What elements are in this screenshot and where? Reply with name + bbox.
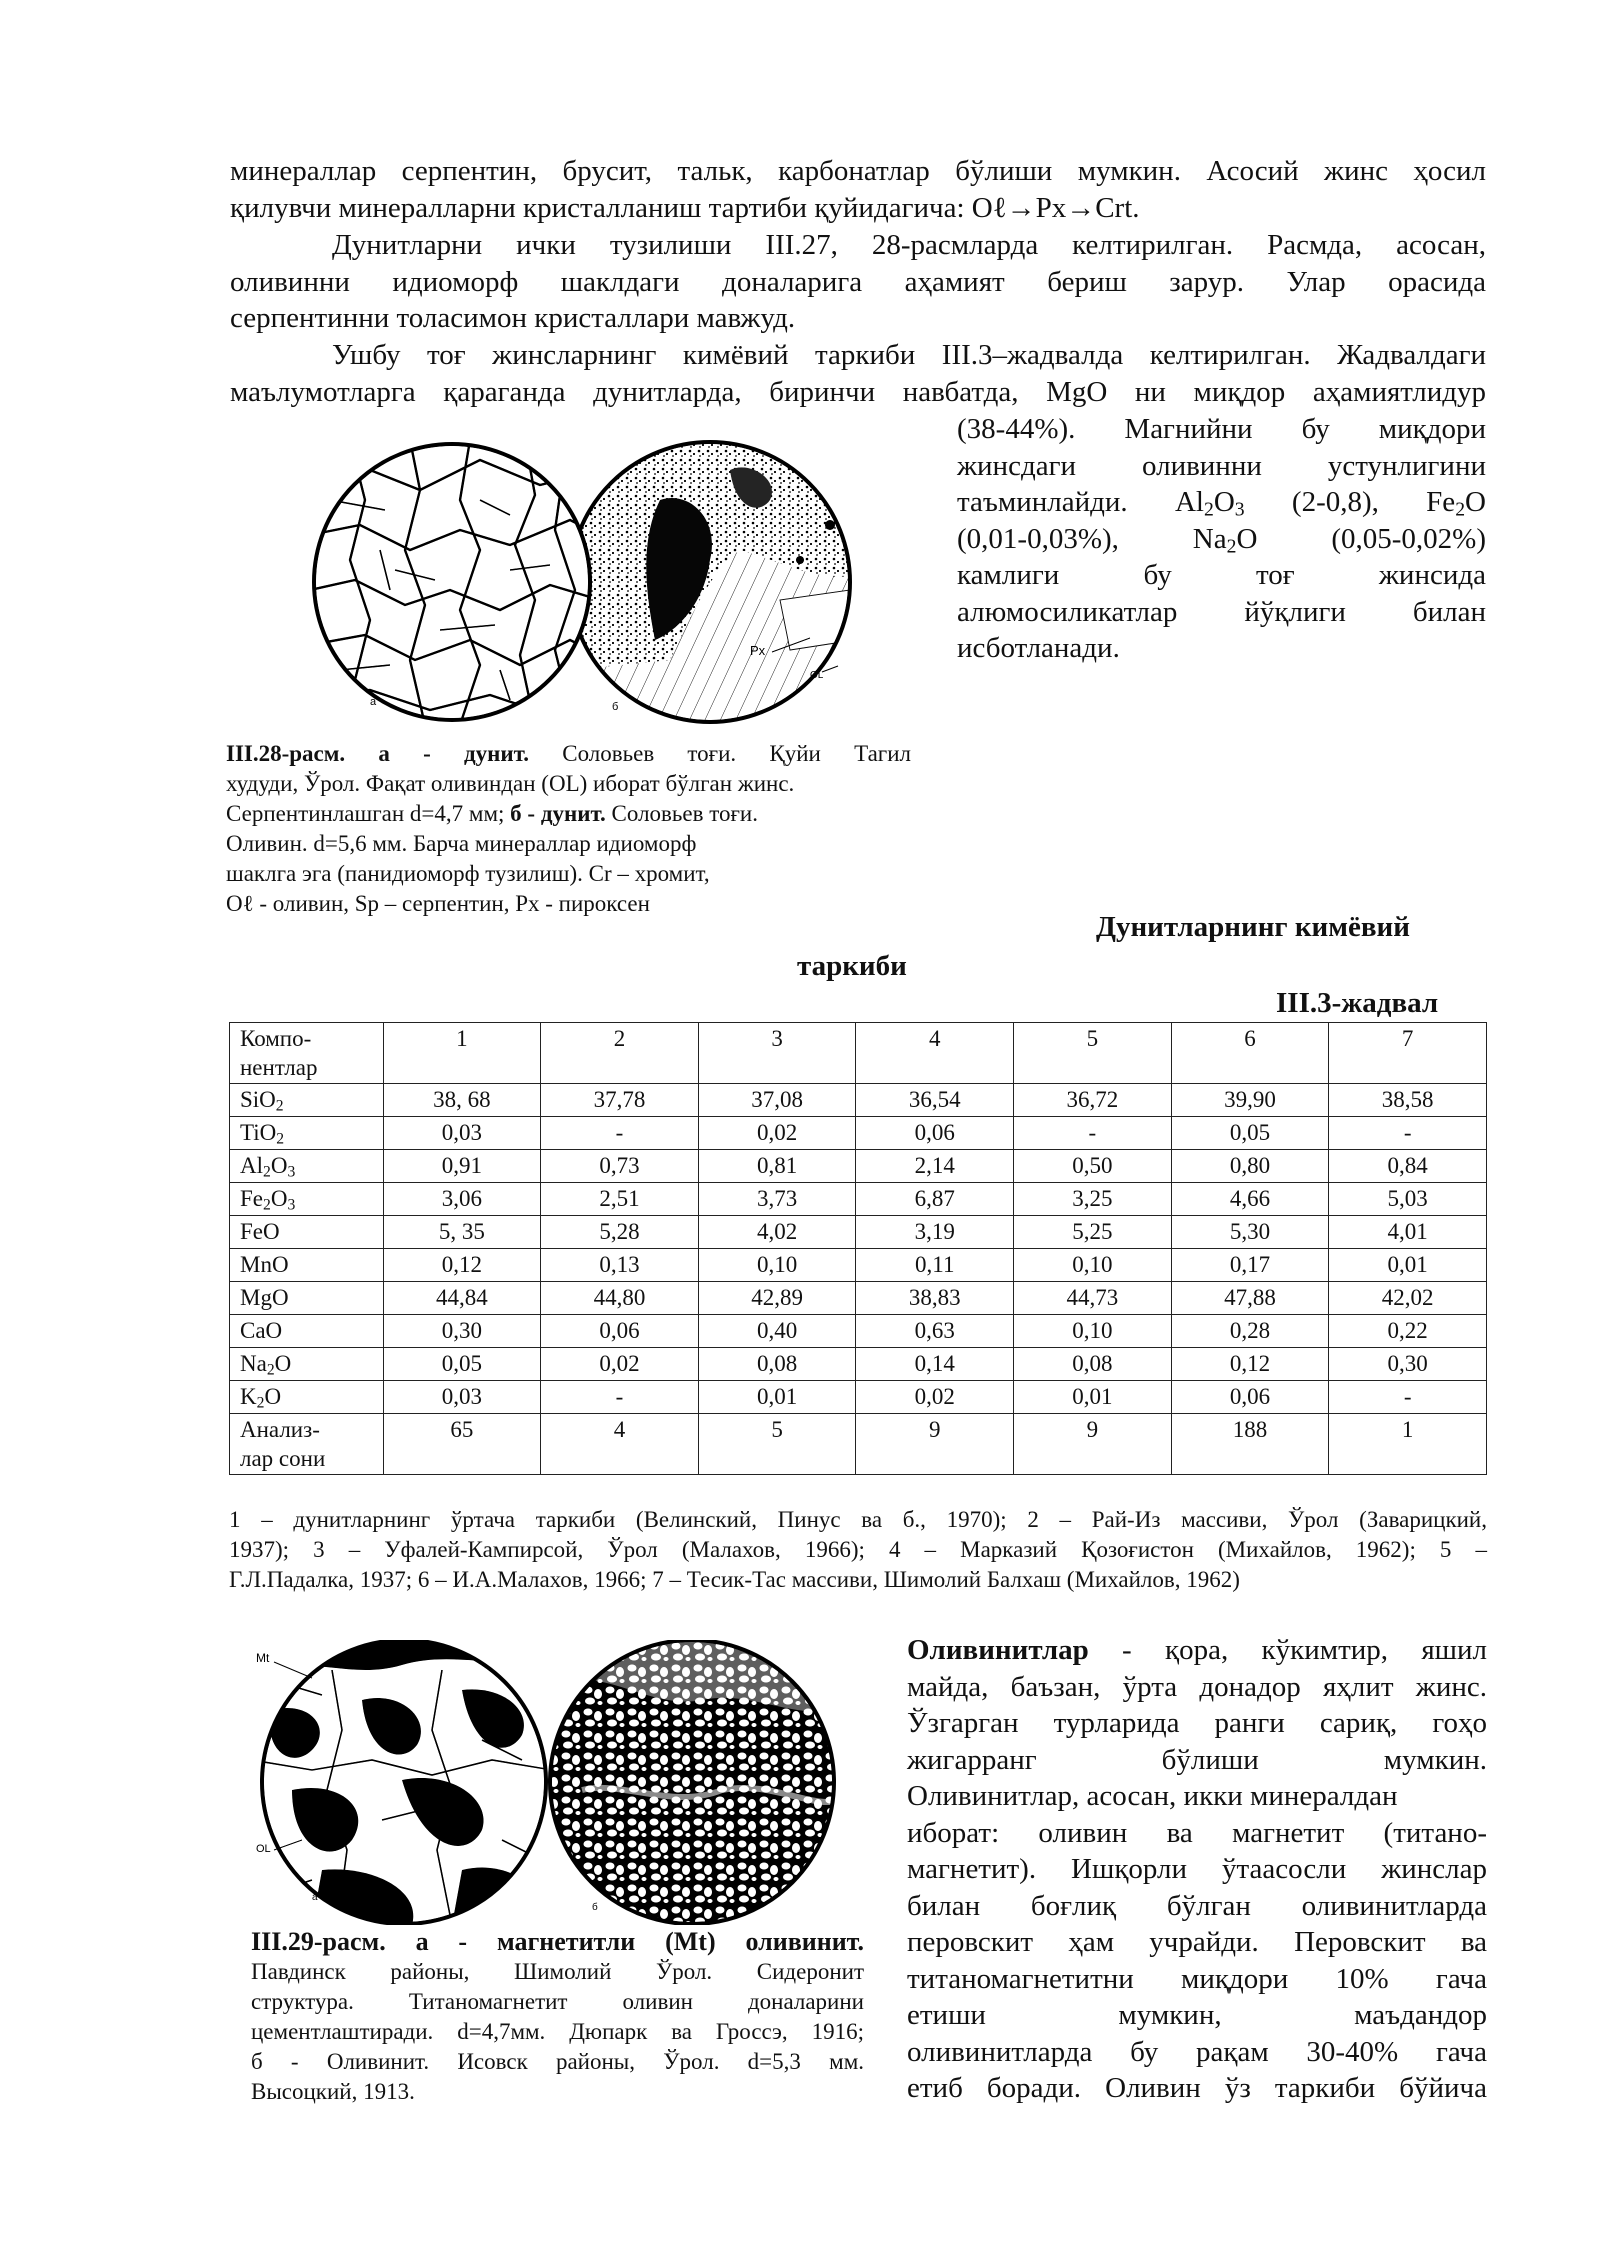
- table-cell: 44,80: [541, 1282, 699, 1315]
- table-cell: 38, 68: [383, 1084, 541, 1117]
- table-notes-line-3: Г.Л.Падалка, 1937; 6 – И.А.Малахов, 1966; 7 – Тесик-Тас массиви, Шимолий Балхаш (Михайлов, 1962): [229, 1567, 1240, 1592]
- paragraph-3: [230, 337, 1486, 410]
- table-cell: 37,08: [698, 1084, 856, 1117]
- table-cell: 38,83: [856, 1282, 1014, 1315]
- table-cell: 6,87: [856, 1183, 1014, 1216]
- table-cell: 0,05: [383, 1348, 541, 1381]
- side-line-5: камлиги бу тоғ жинсида: [957, 559, 1486, 591]
- table-cell: 3,19: [856, 1216, 1014, 1249]
- paragraph-2-line-2: оливинни идиоморф шаклдаги доналарига аҳамият бериш зарур. Улар орасида: [230, 265, 1486, 298]
- table-cell: 44,73: [1014, 1282, 1172, 1315]
- table-cell: 42,02: [1329, 1282, 1487, 1315]
- chemical-composition-table: [229, 1022, 1487, 1475]
- table-component-cell: Анализ- лар сони: [230, 1414, 384, 1475]
- table-cell: 36,72: [1014, 1084, 1172, 1117]
- table-cell: 0,28: [1171, 1315, 1329, 1348]
- paragraph-1-line-1: минераллар серпентин, брусит, тальк, карбонатлар бўлиши мумкин. Асосий жинс ҳосил: [230, 155, 1486, 187]
- olivinite-paragraph: [907, 1632, 1487, 2107]
- table-cell: 42,89: [698, 1282, 856, 1315]
- table-cell: 5,25: [1014, 1216, 1172, 1249]
- table-row: [230, 1117, 1487, 1150]
- table-cell: 65: [383, 1414, 541, 1475]
- figure-28-label-ol: OL: [810, 670, 824, 681]
- table-cell: 0,22: [1329, 1315, 1487, 1348]
- paragraph-2: [230, 227, 1486, 337]
- table-cell: 0,17: [1171, 1249, 1329, 1282]
- table-cell: 1: [1329, 1414, 1487, 1475]
- table-cell: 3,25: [1014, 1183, 1172, 1216]
- figure-29-caption-line-6: Высоцкий, 1913.: [251, 2079, 415, 2104]
- table-cell: 0,13: [541, 1249, 699, 1282]
- table-notes: [229, 1505, 1487, 1595]
- table-cell: 9: [856, 1414, 1014, 1475]
- table-row: [230, 1315, 1487, 1348]
- table-cell: 0,84: [1329, 1150, 1487, 1183]
- table-cell: 0,30: [1329, 1348, 1487, 1381]
- table-component-cell: $Fe_2O_3$: [230, 1183, 384, 1216]
- table-cell: 0,08: [698, 1348, 856, 1381]
- table-header-components: Компо- нентлар: [230, 1023, 384, 1084]
- figure-28-caption-line-3: Серпентинлашган d=4,7 мм; б - дунит. Соловьев тоғи.: [226, 801, 758, 826]
- table-cell: 2,51: [541, 1183, 699, 1216]
- table-row: [230, 1084, 1487, 1117]
- olivinite-line-1: Оливинитлар - қора, кўкимтир, яшил: [907, 1634, 1487, 1666]
- table-header-col-7: 7: [1329, 1023, 1487, 1084]
- table-notes-line-1: 1 – дунитларнинг ўртача таркиби (Велинский, Пинус ва б., 1970); 2 – Рай-Из массиви, Ўрол (Заварицкий,: [229, 1507, 1487, 1532]
- table-cell: -: [1014, 1117, 1172, 1150]
- table-cell: 0,10: [1014, 1315, 1172, 1348]
- table-title-line-2: таркиби: [797, 950, 907, 982]
- table-cell: 0,03: [383, 1381, 541, 1414]
- table-cell: 4,02: [698, 1216, 856, 1249]
- table-component-cell: CaO: [230, 1315, 384, 1348]
- table-cell: -: [541, 1381, 699, 1414]
- figure-29-caption: [251, 1927, 864, 2107]
- table-cell: 0,08: [1014, 1348, 1172, 1381]
- table-cell: 4,66: [1171, 1183, 1329, 1216]
- table-cell: 0,81: [698, 1150, 856, 1183]
- side-line-2: жинсдаги оливинни устунлигини: [957, 449, 1486, 482]
- table-cell: 5,03: [1329, 1183, 1487, 1216]
- table-cell: 0,40: [698, 1315, 856, 1348]
- table-cell: 36,54: [856, 1084, 1014, 1117]
- table-cell: 38,58: [1329, 1084, 1487, 1117]
- olivinite-line-3: Ўзгарган турларида ранги сариқ, гоҳо: [907, 1707, 1487, 1739]
- figure-28-caption: [226, 739, 911, 919]
- table-cell: 0,06: [1171, 1381, 1329, 1414]
- paragraph-2-line-1: Дунитларни ички тузилиши III.27, 28-расмларда келтирилган. Расмда, асосан,: [332, 229, 1486, 261]
- figure-29-label-mt: Mt: [256, 1651, 270, 1665]
- paragraph-3-line-2: маълумотларга қараганда дунитларда, биринчи навбатда, MgO ни миқдор аҳамиятлидур: [230, 375, 1486, 408]
- table-row: [230, 1150, 1487, 1183]
- table-cell: 5: [698, 1414, 856, 1475]
- figure-28-label-a: а: [370, 696, 377, 708]
- side-line-3: таъминлайди. $Al_2O_3$ (2-0,8), $Fe_2O$: [957, 486, 1486, 521]
- olivinite-term: Оливинитлар: [907, 1634, 1089, 1666]
- table-component-cell: $Al_2O_3$: [230, 1150, 384, 1183]
- table-header-col-5: 5: [1014, 1023, 1172, 1084]
- table-cell: 0,06: [856, 1117, 1014, 1150]
- table-cell: 0,63: [856, 1315, 1014, 1348]
- figure-29-b-circle: [550, 1640, 850, 1925]
- olivinite-line-5: Оливинитлар, асосан, икки минералдан: [907, 1780, 1398, 1812]
- table-header-row: [230, 1023, 1487, 1084]
- paragraph-3-side: [957, 411, 1486, 667]
- table-header-col-4: 4: [856, 1023, 1014, 1084]
- paragraph-3-line-1: Ушбу тоғ жинсларнинг кимёвий таркиби III.3–жадвалда келтирилган. Жадвалдаги: [332, 339, 1486, 371]
- figure-28-caption-line-6: Oℓ - оливин, Sp – серпентин, Px - пироксен: [226, 891, 650, 916]
- table-notes-line-2: 1937); 3 – Уфалей-Кампирсой, Ўрол (Малахов, 1966); 4 – Марказий Қозоғистон (Михайлов, 1962); 5 –: [229, 1537, 1487, 1562]
- table-cell: 37,78: [541, 1084, 699, 1117]
- paragraph-1: [230, 153, 1486, 226]
- table-cell: 0,80: [1171, 1150, 1329, 1183]
- figure-28-micrograph: [310, 440, 870, 725]
- table-cell: 0,01: [698, 1381, 856, 1414]
- figure-29-caption-line-3: структура. Титаномагнетит оливин доналарини: [251, 1989, 864, 2014]
- figure-28-caption-line-4: Оливин. d=5,6 мм. Барча минераллар идиоморф: [226, 831, 697, 856]
- olivinite-line-8: билан боғлиқ бўлган оливинитларда: [907, 1889, 1487, 1922]
- figure-29-caption-line-2: Павдинск районы, Шимолий Ўрол. Сидеронит: [251, 1959, 864, 1984]
- figure-29-label-b: б: [592, 1902, 598, 1913]
- olivinite-line-12: оливинитларда бу рақам 30-40% гача: [907, 2035, 1487, 2068]
- table-cell: 0,02: [698, 1117, 856, 1150]
- figure-28-label-b: б: [612, 701, 619, 713]
- table-cell: 5, 35: [383, 1216, 541, 1249]
- table-header-col-3: 3: [698, 1023, 856, 1084]
- table-cell: 188: [1171, 1414, 1329, 1475]
- table-cell: -: [1329, 1381, 1487, 1414]
- figure-28-caption-line-5: шаклга эга (панидиоморф тузилиш). Cr – хромит,: [226, 861, 710, 886]
- olivinite-line-11: етиши мумкин, маъдандор: [907, 1999, 1487, 2031]
- figure-29-caption-line-4: цементлаштиради. d=4,7мм. Дюпарк ва Гроссэ, 1916;: [251, 2019, 864, 2044]
- figure-29-label-a: а: [312, 1892, 318, 1903]
- table-cell: 4,01: [1329, 1216, 1487, 1249]
- olivinite-line-7: магнетит). Ишқорли ўтаасосли жинслар: [907, 1853, 1487, 1885]
- table-cell: 0,91: [383, 1150, 541, 1183]
- table-component-cell: TiO$_2$: [230, 1117, 384, 1150]
- table-component-cell: MnO: [230, 1249, 384, 1282]
- figure-29-label-ol: OL: [256, 1843, 271, 1855]
- table-cell: 0,03: [383, 1117, 541, 1150]
- table-cell: 0,02: [541, 1348, 699, 1381]
- olivinite-line-2: майда, баъзан, ўрта донадор яҳлит жинс.: [907, 1670, 1487, 1703]
- paragraph-2-line-3: серпентинни толасимон кристаллари мавжуд.: [230, 302, 796, 334]
- olivinite-line-9: перовскит ҳам учрайди. Перовскит ва: [907, 1926, 1487, 1958]
- figure-28-caption-line-1: III.28-расм. а - дунит. Соловьев тоғи. Қуйи Тагил: [226, 741, 911, 766]
- table-cell: 2,14: [856, 1150, 1014, 1183]
- table-cell: 0,14: [856, 1348, 1014, 1381]
- figure-29-caption-line-1: III.29-расм. а - магнетитли (Mt) оливинит.: [251, 1927, 864, 1956]
- table-cell: 39,90: [1171, 1084, 1329, 1117]
- table-cell: 4: [541, 1414, 699, 1475]
- figure-29-micrograph: [252, 1640, 862, 1925]
- table-cell: 3,73: [698, 1183, 856, 1216]
- paragraph-1-line-2: қилувчи минералларни кристалланиш тартиби қуйидагича: Oℓ→Px→Crt.: [230, 191, 1140, 224]
- table-component-cell: SiO$_2$: [230, 1084, 384, 1117]
- figure-28-caption-line-2: худуди, Ўрол. Фақат оливиндан (OL) иборат бўлган жинс.: [226, 771, 795, 796]
- table-header-col-6: 6: [1171, 1023, 1329, 1084]
- table-cell: 0,05: [1171, 1117, 1329, 1150]
- table-cell: 3,06: [383, 1183, 541, 1216]
- figure-29-caption-line-5: б - Оливинит. Исовск районы, Ўрол. d=5,3 мм.: [251, 2049, 864, 2074]
- figure-28-label-px: Px: [750, 643, 766, 658]
- table-row: [230, 1216, 1487, 1249]
- side-line-1: (38-44%). Магнийни бу миқдори: [957, 413, 1486, 445]
- table-cell: 5,30: [1171, 1216, 1329, 1249]
- olivinite-line-6: иборат: оливин ва магнетит (титано-: [907, 1816, 1487, 1849]
- side-line-7: исботланади.: [957, 632, 1120, 664]
- table-number: III.3-жадвал: [1276, 987, 1439, 1019]
- table-component-cell: $Na_2O$: [230, 1348, 384, 1381]
- table-cell: 0,73: [541, 1150, 699, 1183]
- table-row: [230, 1249, 1487, 1282]
- table-cell: 5,28: [541, 1216, 699, 1249]
- table-row: [230, 1282, 1487, 1315]
- side-line-4: (0,01-0,03%), $Na_2O$ (0,05-0,02%): [957, 522, 1486, 557]
- table-cell: 9: [1014, 1414, 1172, 1475]
- table-cell: 0,12: [1171, 1348, 1329, 1381]
- table-cell: 0,01: [1329, 1249, 1487, 1282]
- table-cell: 0,30: [383, 1315, 541, 1348]
- table-row: [230, 1183, 1487, 1216]
- side-line-6: алюмосиликатлар йўқлиги билан: [957, 595, 1486, 628]
- table-cell: 0,10: [698, 1249, 856, 1282]
- table-cell: 0,06: [541, 1315, 699, 1348]
- table-cell: 0,12: [383, 1249, 541, 1282]
- table-cell: -: [541, 1117, 699, 1150]
- olivinite-line-13: етиб боради. Оливин ўз таркиби бўйича: [907, 2072, 1487, 2104]
- table-cell: 47,88: [1171, 1282, 1329, 1315]
- table-cell: 0,11: [856, 1249, 1014, 1282]
- table-row-analyses-count: [230, 1414, 1487, 1475]
- table-component-cell: $K_2O$: [230, 1381, 384, 1414]
- table-cell: 44,84: [383, 1282, 541, 1315]
- table-component-cell: FeO: [230, 1216, 384, 1249]
- table-cell: 0,02: [856, 1381, 1014, 1414]
- table-cell: 0,01: [1014, 1381, 1172, 1414]
- table-component-cell: MgO: [230, 1282, 384, 1315]
- table-row: [230, 1381, 1487, 1414]
- olivinite-line-10: титаномагнетитни миқдори 10% гача: [907, 1962, 1487, 1995]
- table-cell: 0,50: [1014, 1150, 1172, 1183]
- table-header-col-1: 1: [383, 1023, 541, 1084]
- table-header-col-2: 2: [541, 1023, 699, 1084]
- table-cell: -: [1329, 1117, 1487, 1150]
- table-title-line-1: Дунитларнинг кимёвий: [1096, 911, 1410, 943]
- table-cell: 0,10: [1014, 1249, 1172, 1282]
- olivinite-line-4: жигарранг бўлиши мумкин.: [907, 1743, 1487, 1776]
- table-row: [230, 1348, 1487, 1381]
